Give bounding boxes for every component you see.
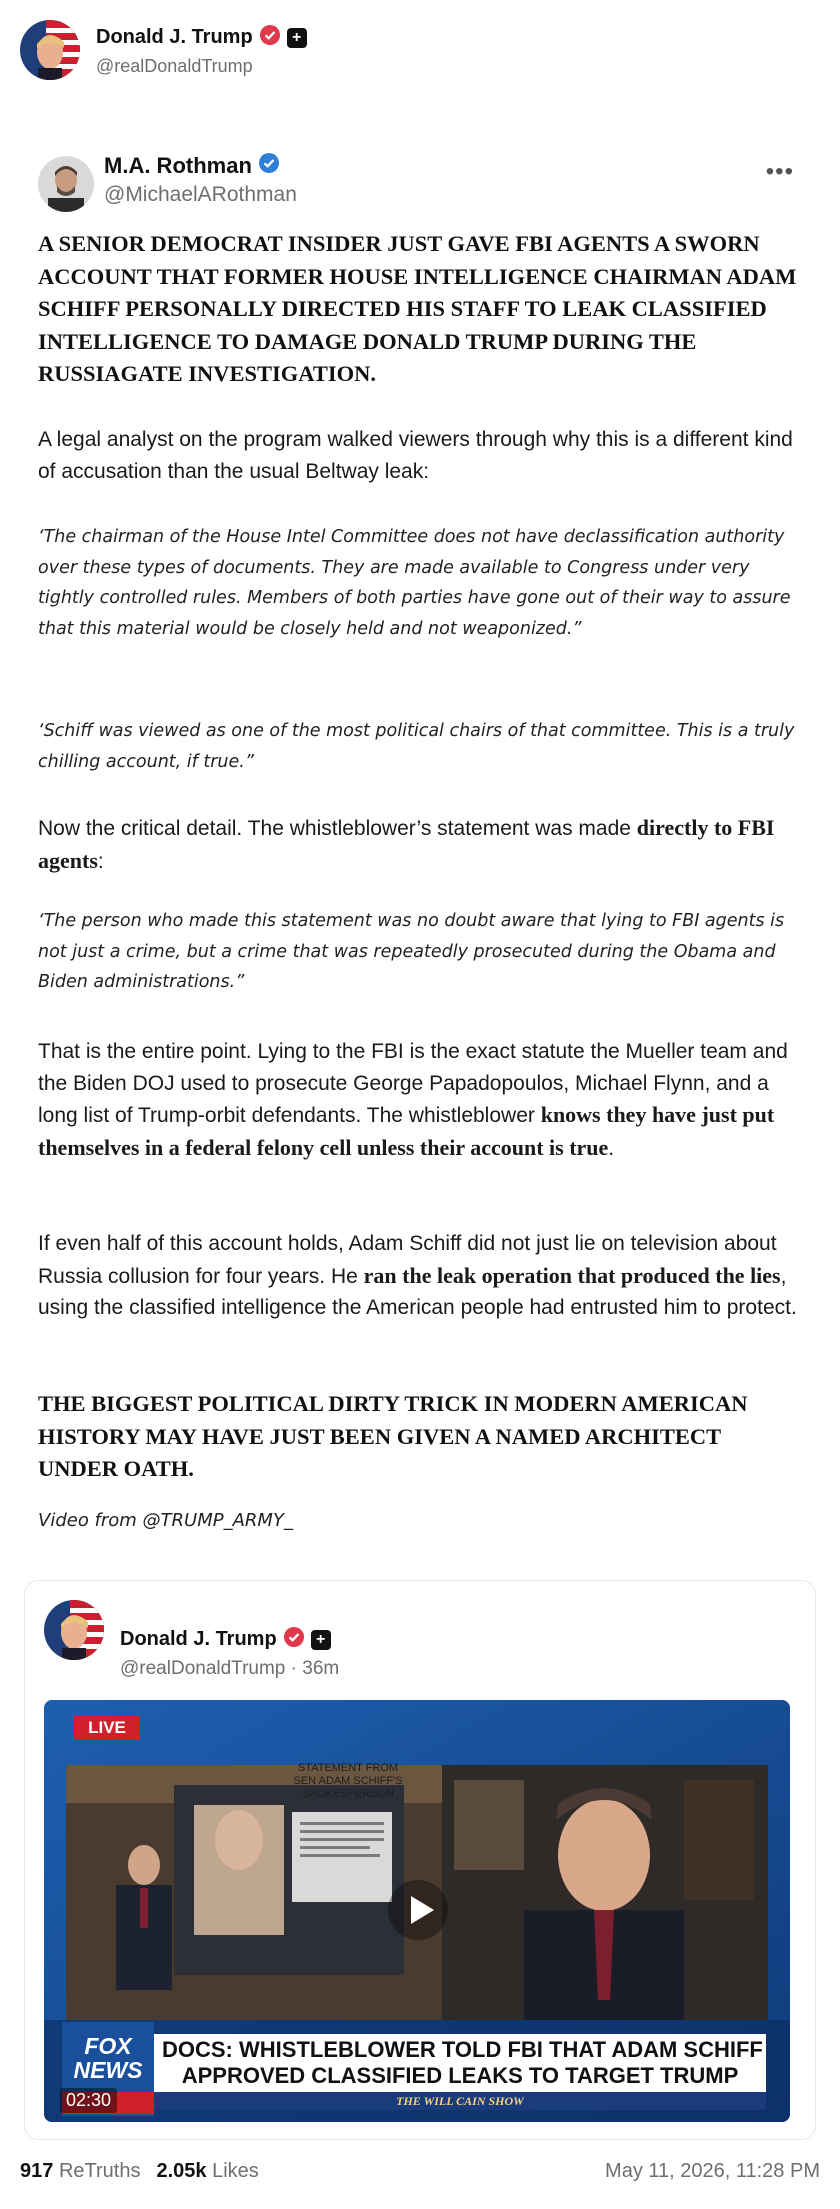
- flag-avatar-image: [20, 20, 80, 80]
- graphic-title: STATEMENT FROM SEN ADAM SCHIFF'S SPOKESPERSON: [293, 1762, 403, 1800]
- bold-text-span: ran the leak operation that produced the lies: [363, 1262, 781, 1288]
- plus-badge-icon: +: [311, 1630, 331, 1650]
- embed-author-handle[interactable]: @realDonaldTrump · 36m: [120, 1658, 340, 1679]
- likes-label: Likes: [212, 2160, 259, 2182]
- retruths-stat[interactable]: [20, 2160, 140, 2183]
- chyron-line-1: DOCS: WHISTLEBLOWER TOLD FBI THAT ADAM SCHIFF: [162, 2037, 763, 2062]
- paragraph-entire-point: [38, 1036, 798, 1164]
- paragraph-intro: A legal analyst on the program walked viewers through why this is a different kind of accusation than the usual Beltway leak:: [38, 428, 793, 483]
- closing-headline-text: THE BIGGEST POLITICAL DIRTY TRICK IN MODERN AMERICAN HISTORY MAY HAVE JUST BEEN GIVEN A NAMED ARCHITECT UNDER OATH.: [38, 1391, 748, 1481]
- verified-badge-icon: [283, 1626, 305, 1653]
- text-span: :: [97, 849, 104, 873]
- bold-text-span: directly to FBI agents: [38, 815, 775, 873]
- more-options-button[interactable]: •••: [765, 158, 794, 185]
- flag-avatar-image: [44, 1600, 104, 1660]
- author-name[interactable]: Donald J. Trump: [96, 26, 253, 48]
- show-name: THE WILL CAIN SHOW: [396, 2094, 524, 2108]
- embed-author-avatar[interactable]: [44, 1600, 104, 1660]
- text-span: Now the critical detail. The whistleblower’s statement was made: [38, 817, 637, 840]
- likes-count: 2.05k: [156, 2160, 207, 2182]
- retruth-author-handle[interactable]: @MichaelARothman: [104, 183, 297, 206]
- chyron-line-2: APPROVED CLASSIFIED LEAKS TO TARGET TRUMP: [181, 2063, 739, 2088]
- paragraph-half-account: [38, 1228, 798, 1324]
- live-badge: LIVE: [88, 1718, 126, 1737]
- quote-declassification: ‘The chairman of the House Intel Committee does not have declassification authority over these types of documents. They are made available to Congress under very tightly controlled rules. Members of both parties have gone out of their way to assure that this material would be closely held and not weaponized.”: [38, 527, 791, 639]
- text-span: That is the entire point. Lying to the FBI is the exact statute the Mueller team and the Biden DOJ used to prosecute George Papadopoulos, Michael Flynn, and a long list of Trump-orbit defendants. The whistleblower: [38, 1040, 788, 1127]
- verified-badge-icon: [258, 152, 280, 179]
- video-credit-text: Video from @TRUMP_ARMY_: [38, 1510, 293, 1531]
- paragraph-critical-detail: [38, 812, 798, 877]
- video-duration: 02:30: [60, 2088, 117, 2113]
- play-icon: [388, 1880, 448, 1940]
- fox-news-logo: FOX NEWS: [73, 2033, 143, 2083]
- headline-text: A SENIOR DEMOCRAT INSIDER JUST GAVE FBI AGENTS A SWORN ACCOUNT THAT FORMER HOUSE INTELLIGENCE CHAIRMAN ADAM SCHIFF PERSONALLY DIRECTED HIS STAFF TO LEAK CLASSIFIED INTELLIGENCE TO DAMAGE DONALD TRUMP DURING THE RUSSIAGATE INVESTIGATION.: [38, 231, 797, 386]
- author-avatar[interactable]: [20, 20, 80, 80]
- profile-photo-image: [38, 156, 94, 212]
- plus-badge-icon: +: [287, 28, 307, 48]
- post-stats-footer: [20, 2160, 820, 2183]
- likes-stat[interactable]: [156, 2160, 258, 2183]
- retruths-label: ReTruths: [58, 2160, 141, 2182]
- quote-schiff-chairs: ‘Schiff was viewed as one of the most political chairs of that committee. This is a truly chilling account, if true.”: [38, 721, 795, 772]
- bold-text-span: knows they have just put themselves in a federal felony cell unless their account is true: [38, 1102, 775, 1160]
- video-player[interactable]: [44, 1700, 790, 2122]
- author-handle[interactable]: @realDonaldTrump: [96, 56, 253, 76]
- retruth-author-avatar[interactable]: [38, 156, 94, 212]
- text-span: .: [608, 1136, 615, 1160]
- retruths-count: 917: [20, 2160, 54, 2182]
- retruth-author-name[interactable]: M.A. Rothman: [104, 152, 252, 178]
- post-timestamp[interactable]: May 11, 2026, 11:28 PM: [605, 2160, 820, 2182]
- text-span: , using the classified intelligence the American people had entrusted him to protect.: [38, 1264, 797, 1319]
- text-span: If even half of this account holds, Adam Schiff did not just lie on television about Russia collusion for four years. He: [38, 1232, 777, 1288]
- embed-author-name[interactable]: Donald J. Trump: [120, 1628, 277, 1650]
- quote-lying-fbi: ‘The person who made this statement was no doubt aware that lying to FBI agents is not just a crime, but a crime that was repeatedly prosecuted during the Obama and Biden administrations.”: [38, 911, 785, 992]
- play-button[interactable]: [388, 1880, 448, 1940]
- verified-badge-icon: [259, 24, 281, 51]
